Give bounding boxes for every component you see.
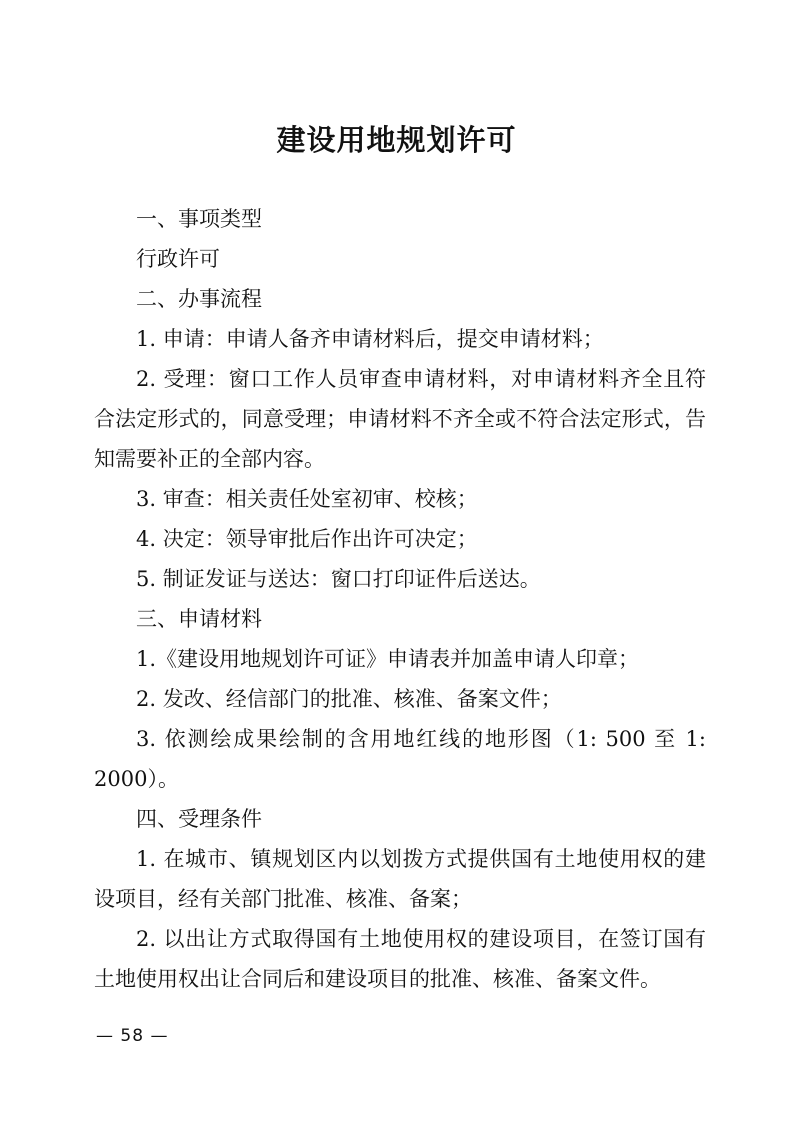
section-heading-materials: 三、申请材料 [136, 607, 262, 631]
section-heading-type: 一、事项类型 [136, 207, 262, 231]
section-paragraph: 5. 制证发证与送达：窗口打印证件后送达。 [136, 567, 541, 591]
section-paragraph: 3. 审查：相关责任处室初审、校核； [136, 487, 478, 511]
section-paragraph: 2. 发改、经信部门的批准、核准、备案文件； [136, 687, 562, 711]
document-body [94, 199, 706, 999]
section-heading-process: 二、办事流程 [136, 287, 262, 311]
section-heading-conditions: 四、受理条件 [136, 807, 262, 831]
page-title: 建设用地规划许可 [276, 123, 517, 157]
section-paragraph: 1.《建设用地规划许可证》申请表并加盖申请人印章； [136, 647, 640, 671]
section-paragraph: 1. 在城市、镇规划区内以划拨方式提供国有土地使用权的建设项目，经有关部门批准、核准、备案； [94, 847, 706, 911]
section-paragraph: 2. 以出让方式取得国有土地使用权的建设项目，在签订国有土地使用权出让合同后和建设项目的批准、核准、备案文件。 [94, 927, 706, 991]
section-paragraph: 行政许可 [136, 247, 220, 271]
section-paragraph: 2. 受理：窗口工作人员审查申请材料，对申请材料齐全且符合法定形式的，同意受理；申请材料不齐全或不符合法定形式，告知需要补正的全部内容。 [94, 367, 706, 471]
section-paragraph: 3. 依测绘成果绘制的含用地红线的地形图（1: 500 至 1: 2000）。 [94, 727, 706, 791]
page-number: — 58 — [96, 1026, 169, 1046]
section-paragraph: 1. 申请：申请人备齐申请材料后，提交申请材料； [136, 327, 604, 351]
section-paragraph: 4. 决定：领导审批后作出许可决定； [136, 527, 478, 551]
